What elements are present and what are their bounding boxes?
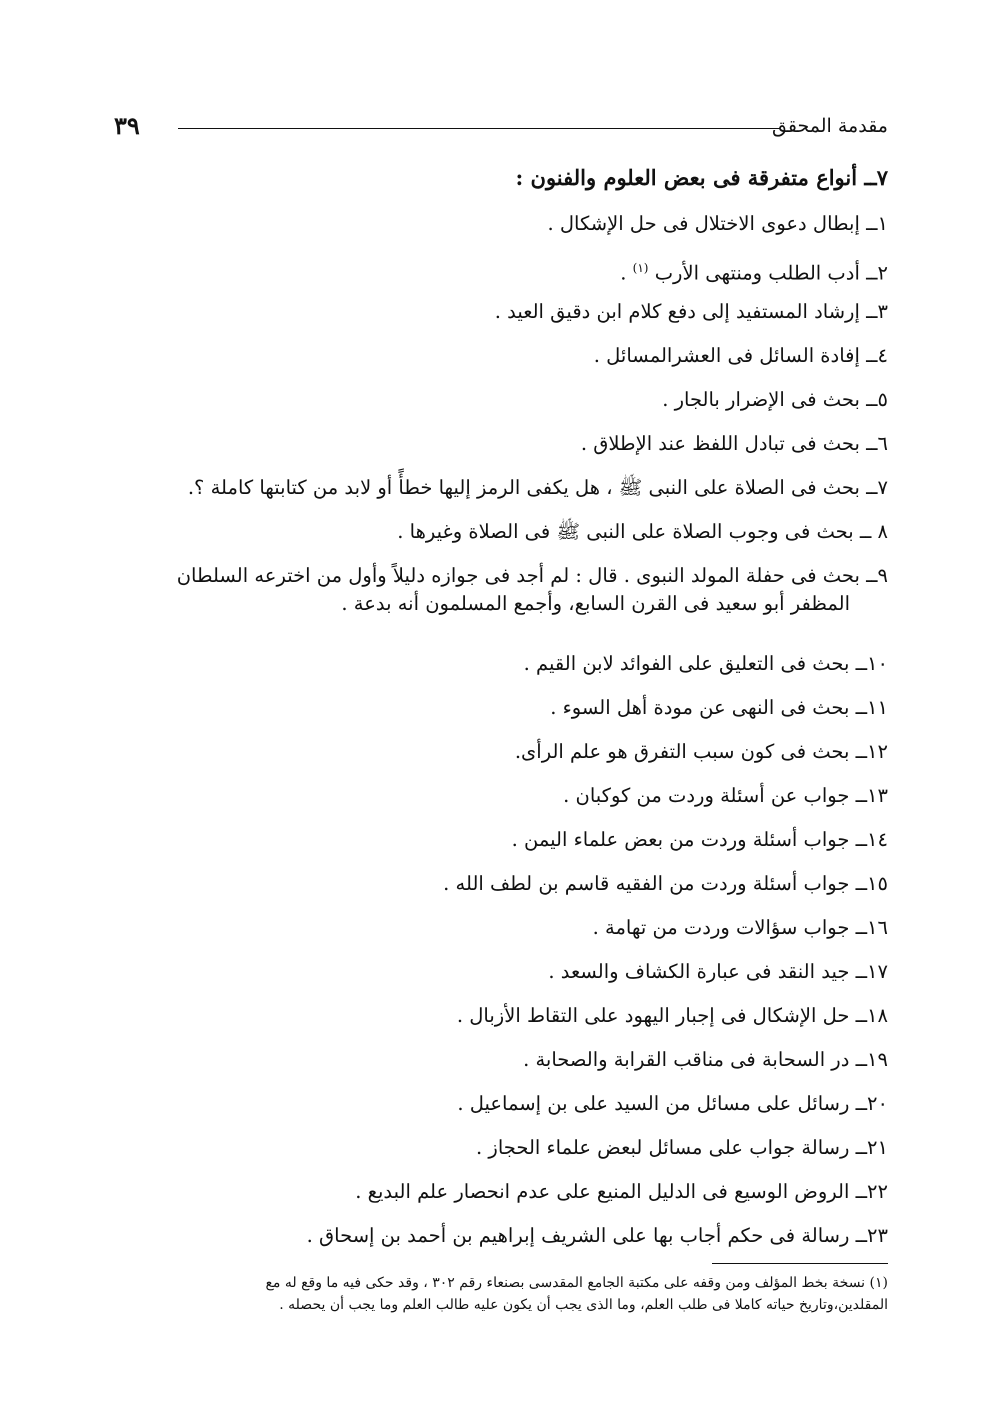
list-item: ٢٣ــ رسالة فى حكم أجاب بها على الشريف إبراهيم بن أحمد بن إسحاق . (306, 1224, 888, 1247)
list-item: ٦ــ بحث فى تبادل اللفظ عند الإطلاق . (580, 432, 888, 455)
footnote-ref: (١) (632, 261, 649, 275)
footnote-line: (١) نسخة بخط المؤلف ومن وقفه على مكتبة الجامع المقدسى بصنعاء رقم ٣٠٢ ، وقد حكى فيه ما وقع له مع (265, 1275, 888, 1291)
list-item: ١٠ــ بحث فى التعليق على الفوائد لابن القيم . (523, 652, 888, 675)
list-item: ٨ ــ بحث فى وجوب الصلاة على النبى ﷺ فى الصلاة وغيرها . (397, 520, 888, 543)
works-list (108, 210, 888, 1266)
list-item: ٧ــ بحث فى الصلاة على النبى ﷺ ، هل يكفى الرمز إليها خطأً أو لابد من كتابتها كاملة ؟. (187, 476, 888, 499)
page-number: ٣٩ (114, 111, 140, 140)
list-item (108, 254, 888, 298)
list-item: ١٥ــ جواب أسئلة وردت من الفقيه قاسم بن لطف الله . (443, 872, 888, 895)
page-header (114, 112, 888, 148)
list-item: ١٣ــ جواب عن أسئلة وردت من كوكبان . (563, 784, 888, 807)
item-text: ٢ــ أدب الطلب ومنتهى الأرب (654, 261, 888, 285)
list-item: ١٤ــ جواب أسئلة وردت من بعض علماء اليمن . (511, 828, 888, 851)
list-item: ٢٠ــ رسائل على مسائل من السيد على بن إسماعيل . (457, 1092, 888, 1115)
footnote-rule (712, 1263, 888, 1264)
list-item: ٥ــ بحث فى الإضرار بالجار . (662, 388, 888, 411)
running-head: مقدمة المحقق (772, 115, 888, 137)
list-item (108, 562, 888, 650)
list-item: ٢٢ــ الروض الوسيع فى الدليل المنيع على عدم انحصار علم البديع . (355, 1180, 888, 1203)
footnote-line: المقلدين،وتاريخ حياته كاملا فى طلب العلم، وما الذى يجب أن يكون عليه طالب العلم وما يجب أن يحصله . (279, 1297, 888, 1313)
item-end: . (620, 261, 627, 285)
list-item: ١٧ــ جيد النقد فى عبارة الكشاف والسعد . (548, 960, 888, 983)
list-item: ٤ــ إفادة السائل فى العشرالمسائل . (593, 344, 888, 367)
header-rule (178, 128, 780, 129)
list-item: ١ــ إبطال دعوى الاختلال فى حل الإشكال . (547, 212, 888, 235)
item-text: ٩ــ بحث فى حفلة المولد النبوى . قال : لم أجد فى جوازه دليلاً وأول من اخترعه السلطان (176, 564, 888, 587)
list-item: ٢١ــ رسالة جواب على مسائل لبعض علماء الحجاز . (476, 1136, 888, 1159)
list-item: ١٦ــ جواب سؤالات وردت من تهامة . (592, 916, 888, 939)
list-item: ١٩ــ در السحابة فى مناقب القرابة والصحابة . (523, 1048, 888, 1071)
section-heading: ٧ــ أنواع متفرقة فى بعض العلوم والفنون : (515, 165, 888, 190)
item-continuation: المظفر أبو سعيد فى القرن السابع، وأجمع المسلمون أنه بدعة . (341, 592, 850, 615)
list-item: ٣ــ إرشاد المستفيد إلى دفع كلام ابن دقيق العيد . (494, 300, 888, 323)
list-item: ١١ــ بحث فى النهى عن مودة أهل السوء . (550, 696, 888, 719)
list-item: ١٢ــ بحث فى كون سبب التفرق هو علم الرأى. (514, 740, 888, 763)
footnote (108, 1272, 888, 1316)
list-item: ١٨ــ حل الإشكال فى إجبار اليهود على التقاط الأزبال . (456, 1004, 888, 1027)
